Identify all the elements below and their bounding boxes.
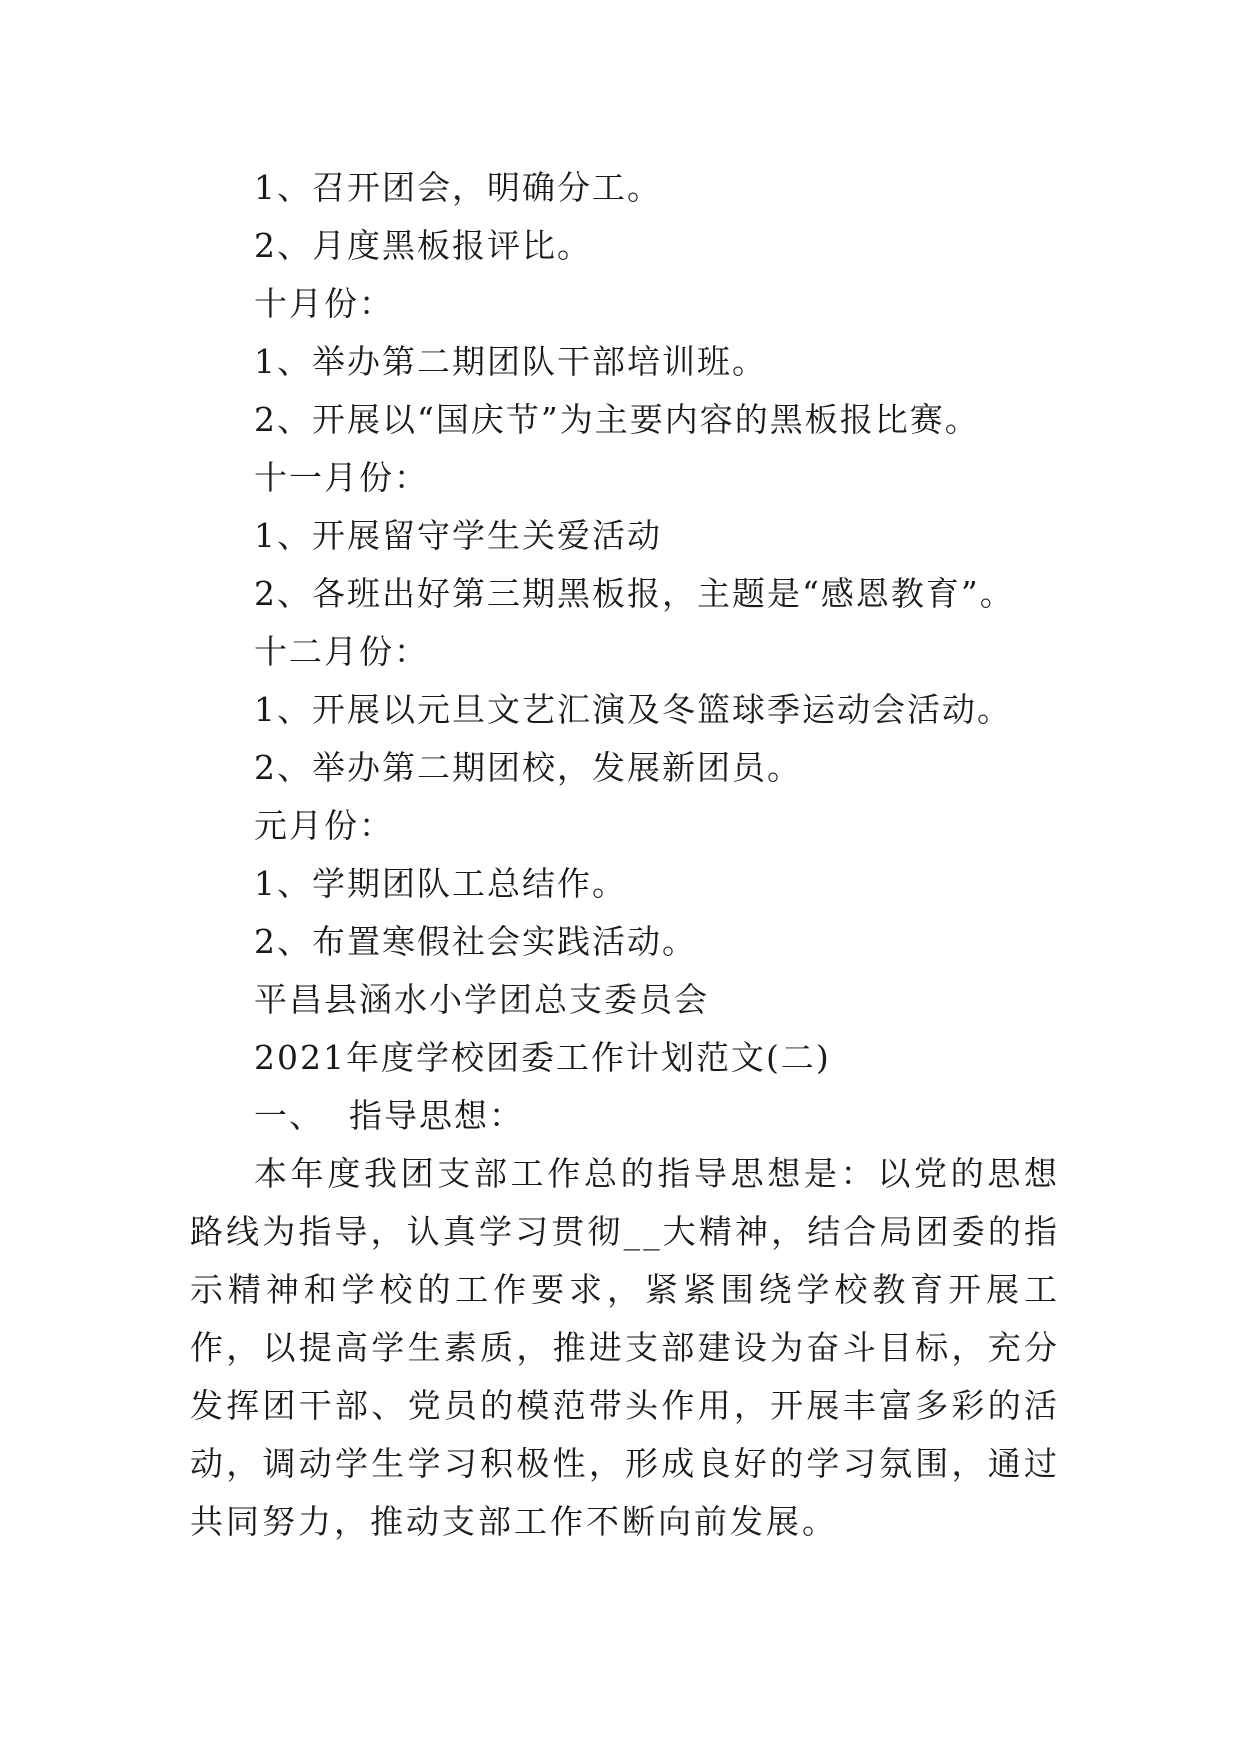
signature-line: 平昌县涵水小学团总支委员会 xyxy=(254,980,709,1019)
text-line: 1、开展以元旦文艺汇演及冬篮球季运动会活动。 xyxy=(254,690,1012,729)
text-line: 1、学期团队工总结作。 xyxy=(254,864,627,903)
text-line: 2、举办第二期团校，发展新团员。 xyxy=(254,748,802,787)
month-heading: 十二月份： xyxy=(254,632,429,671)
text-line: 1、举办第二期团队干部培训班。 xyxy=(254,342,767,381)
text-line: 1、开展留守学生关爱活动 xyxy=(254,516,662,555)
section-heading: 一、 指导思想： xyxy=(254,1096,524,1135)
month-heading: 十一月份： xyxy=(254,458,429,497)
section-title: 2021年度学校团委工作计划范文(二) xyxy=(254,1038,831,1077)
month-heading: 元月份： xyxy=(254,806,394,845)
text-line: 1、召开团会，明确分工。 xyxy=(254,168,662,207)
text-line: 2、月度黑板报评比。 xyxy=(254,226,592,265)
text-line: 2、各班出好第三期黑板报，主题是“感恩教育”。 xyxy=(254,574,1015,613)
month-heading: 十月份： xyxy=(254,284,394,323)
text-line: 2、布置寒假社会实践活动。 xyxy=(254,922,697,961)
document-body xyxy=(190,159,1060,1551)
body-paragraph: 本年度我团支部工作总的指导思想是：以党的思想路线为指导，认真学习贯彻__大精神，结合局团委的指示精神和学校的工作要求，紧紧围绕学校教育开展工作，以提高学生素质，推进支部建设为奋斗目标，充分发挥团干部、党员的模范带头作用，开展丰富多彩的活动，调动学生学习积极性，形成良好的学习氛围，通过共同努力，推动支部工作不断向前发展。 xyxy=(190,1154,1060,1541)
text-line: 2、开展以“国庆节”为主要内容的黑板报比赛。 xyxy=(254,400,980,439)
